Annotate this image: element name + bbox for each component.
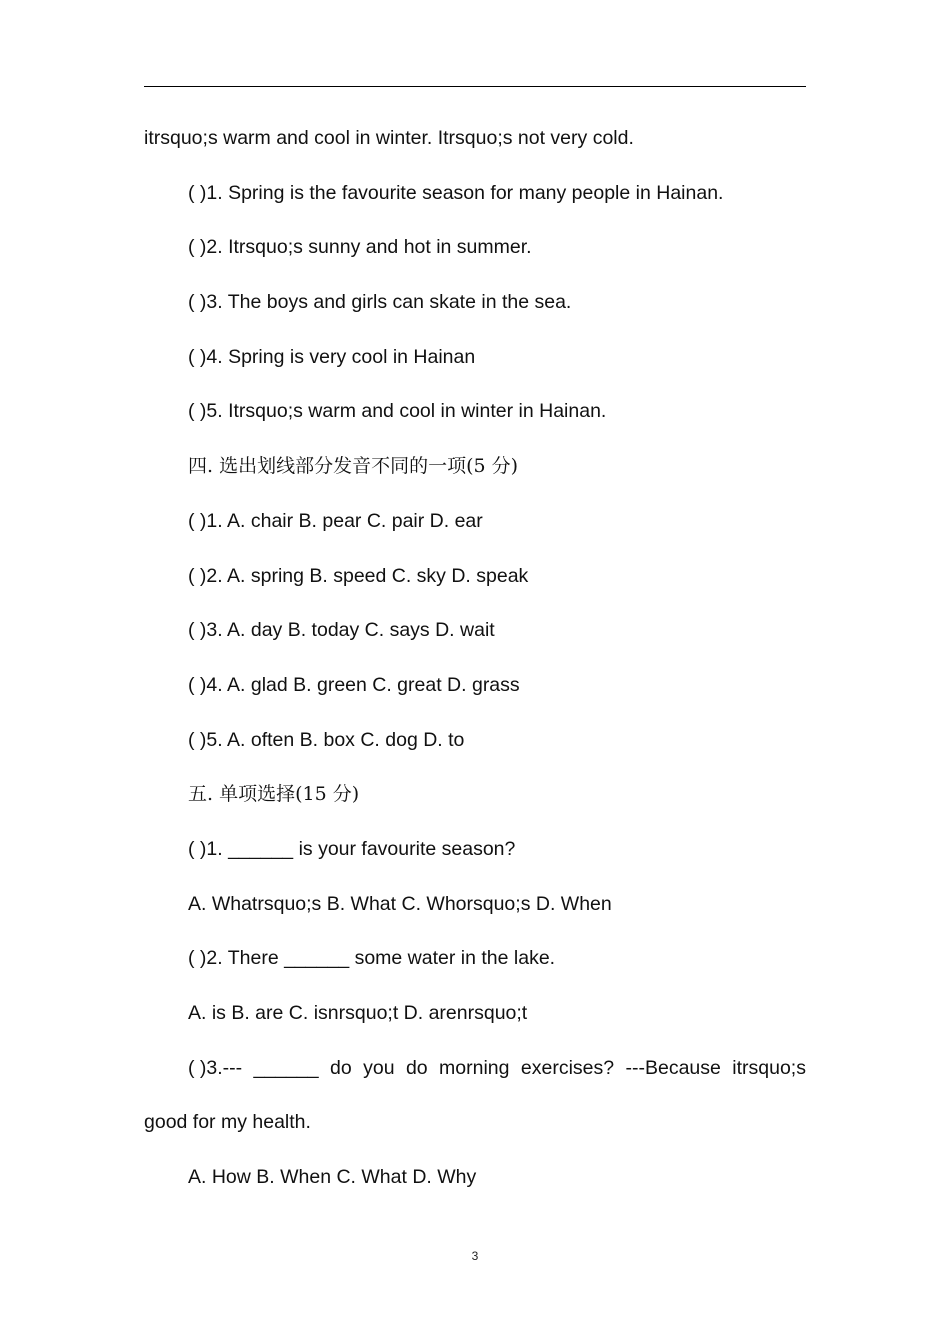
true-false-question-2: ( )2. Itrsquo;s sunny and hot in summer. (188, 236, 532, 259)
choice-question-3 (144, 1047, 806, 1102)
pronunciation-question-5: ( )5. A. often B. box C. dog D. to (188, 728, 465, 751)
question-3-word: itrsquo;s (732, 1056, 806, 1079)
question-3-word: ______ (253, 1056, 319, 1079)
question-3-word: do (330, 1056, 352, 1079)
choice-question-2-options: A. is B. are C. isnrsquo;t D. arenrsquo;t (188, 1002, 528, 1024)
choice-question-1: ( )1. ______ is your favourite season? (188, 837, 516, 860)
page-content (144, 117, 806, 1211)
header-rule (144, 86, 806, 87)
choice-question-3-options: A. How B. When C. What D. Why (188, 1166, 477, 1189)
choice-question-1-options: A. Whatrsquo;s B. What C. Whorsquo;s D. When (188, 892, 612, 915)
page-number: 3 (471, 1249, 479, 1263)
question-3-word: ( )3.--- (188, 1056, 243, 1079)
passage-continuation: itrsquo;s warm and cool in winter. Itrsquo;s not very cold. (144, 127, 634, 149)
pronunciation-question-2: ( )2. A. spring B. speed C. sky D. speak (188, 564, 529, 587)
question-3-word: ---Because (625, 1056, 721, 1079)
true-false-question-5: ( )5. Itrsquo;s warm and cool in winter in Hainan. (188, 400, 607, 423)
question-3-word: you (363, 1056, 395, 1079)
pronunciation-question-1: ( )1. A. chair B. pear C. pair D. ear (188, 509, 483, 532)
question-3-word: do (405, 1056, 428, 1079)
true-false-question-4: ( )4. Spring is very cool in Hainan (188, 345, 476, 368)
choice-question-2: ( )2. There ______ some water in the lake. (188, 947, 556, 970)
pronunciation-question-3: ( )3. A. day B. today C. says D. wait (188, 619, 495, 642)
question-3-word: morning (439, 1056, 510, 1079)
true-false-question-1: ( )1. Spring is the favourite season for many people in Hainan. (188, 181, 724, 204)
question-3-word: exercises? (520, 1056, 615, 1079)
section-five-heading: 五. 单项选择(15 分) (188, 783, 360, 806)
choice-question-3-continuation: good for my health. (144, 1111, 311, 1134)
pronunciation-question-4: ( )4. A. glad B. green C. great D. grass (188, 673, 520, 696)
section-four-heading: 四. 选出划线部分发音不同的一项(5 分) (188, 455, 519, 478)
true-false-question-3: ( )3. The boys and girls can skate in the sea. (188, 291, 572, 314)
